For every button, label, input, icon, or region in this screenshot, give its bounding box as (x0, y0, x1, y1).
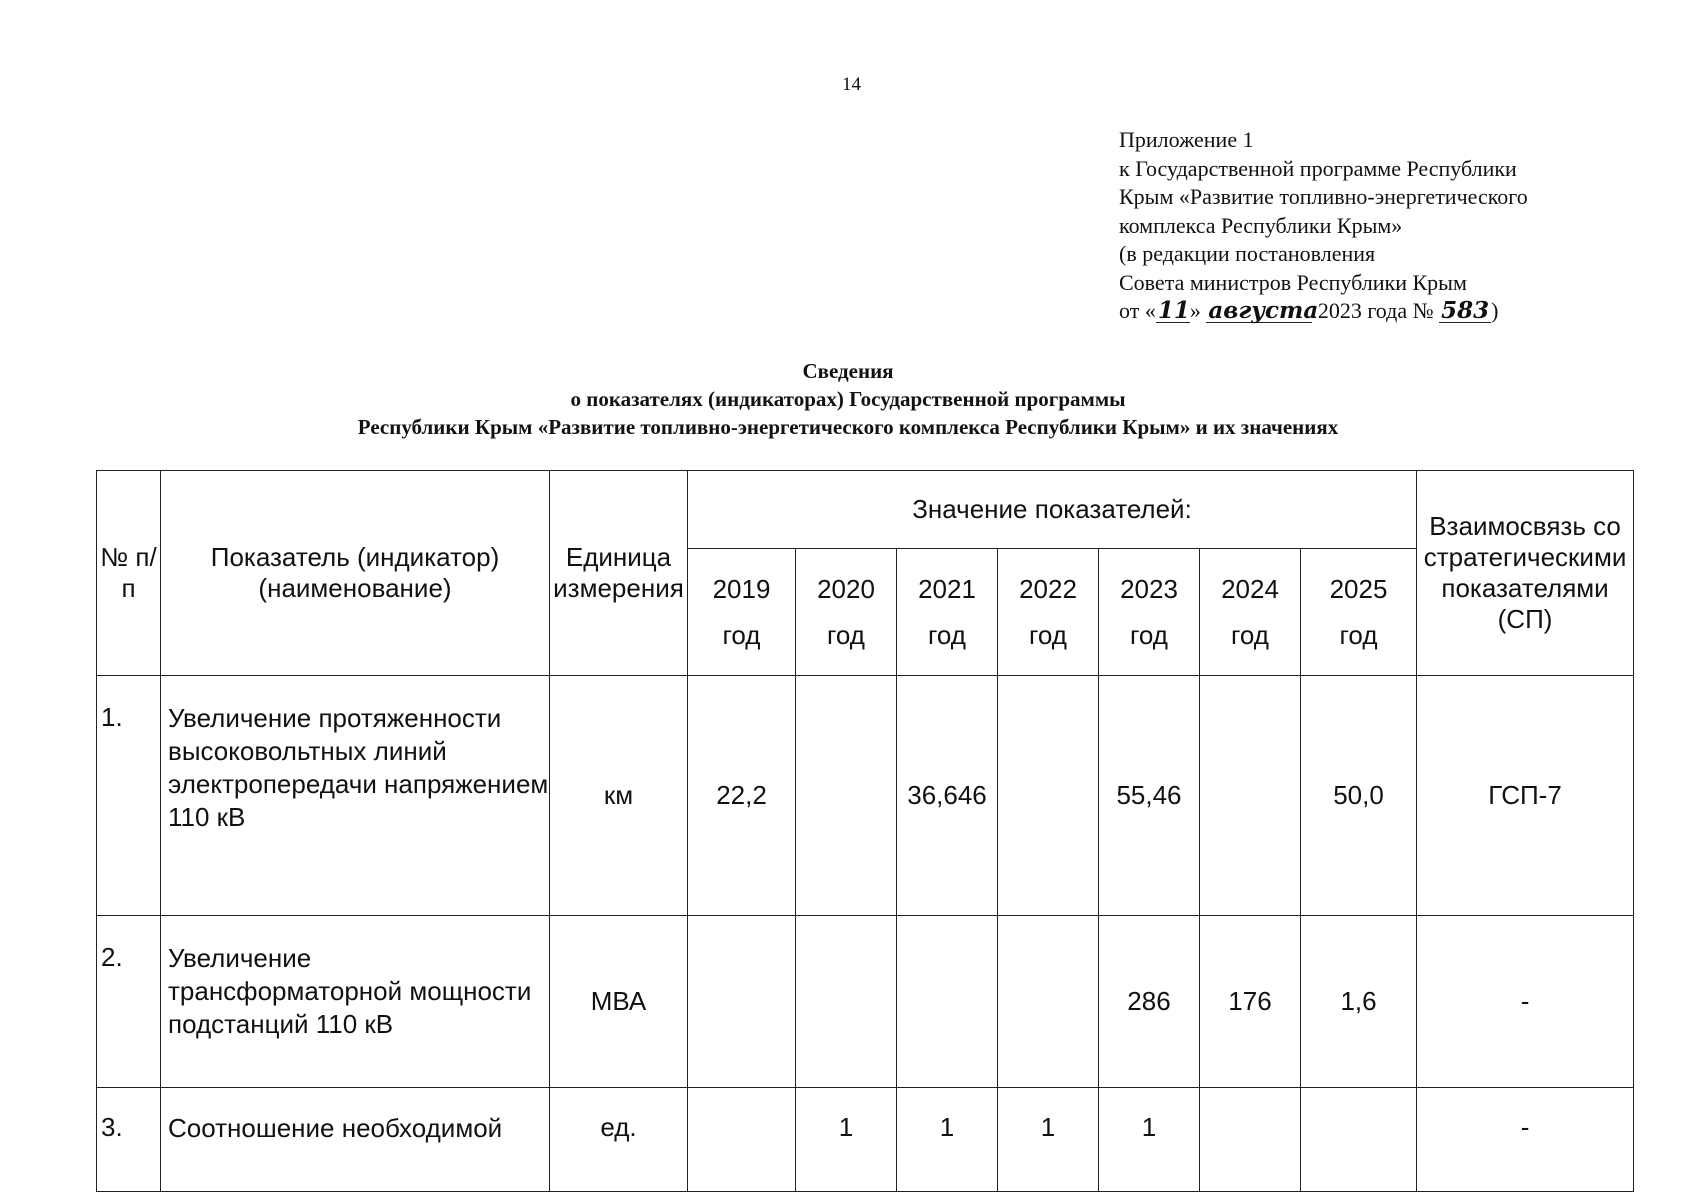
date-prefix: от « (1119, 298, 1156, 323)
value-2022: 1 (998, 1088, 1099, 1192)
handwritten-month: августа (1208, 297, 1319, 324)
header-year-2024: 2024 год (1200, 549, 1301, 676)
value-2021: 1 (897, 1088, 998, 1192)
header-year-2021: 2021 год (897, 549, 998, 676)
value-2025 (1301, 1088, 1417, 1192)
row-strategic-relation: - (1417, 916, 1634, 1088)
document-heading (0, 357, 1696, 441)
row-num: 1. (97, 676, 161, 916)
header-year-2019: 2019 год (688, 549, 796, 676)
value-2025: 1,6 (1301, 916, 1417, 1088)
table-row (97, 916, 1634, 1088)
value-2021: 36,646 (897, 676, 998, 916)
value-2020 (796, 916, 897, 1088)
handwritten-doc-number: 583 (1441, 297, 1490, 324)
header-indicator: Показатель (индикатор) (наименование) (161, 471, 550, 676)
value-2019: 22,2 (688, 676, 796, 916)
row-unit: МВА (550, 916, 688, 1088)
header-unit: Единица измерения (550, 471, 688, 676)
value-2022 (998, 916, 1099, 1088)
row-indicator-name: Соотношение необходимой (161, 1088, 550, 1192)
value-2025: 50,0 (1301, 676, 1417, 916)
header-year-2023: 2023 год (1099, 549, 1200, 676)
appendix-line: Крым «Развитие топливно-энергетического (1119, 184, 1528, 209)
date-year: 2023 года № (1317, 298, 1434, 323)
heading-subtitle-2: Республики Крым «Развитие топливно-энергетического комплекса Республики Крым» и их значениях (357, 415, 1339, 439)
header-year-2022: 2022 год (998, 549, 1099, 676)
appendix-line: к Государственной программе Республики (1119, 155, 1517, 181)
indicators-table (96, 470, 1634, 1192)
value-2022 (998, 676, 1099, 916)
header-year-2020: 2020 год (796, 549, 897, 676)
row-num: 2. (97, 916, 161, 1088)
value-2023: 286 (1099, 916, 1200, 1088)
row-strategic-relation: ГСП-7 (1417, 676, 1634, 916)
value-2019 (688, 916, 796, 1088)
value-2024 (1200, 676, 1301, 916)
value-2023: 55,46 (1099, 676, 1200, 916)
header-year-2025: 2025 год (1301, 549, 1417, 676)
table-row (97, 1088, 1634, 1192)
heading-title: Сведения (802, 359, 894, 383)
table-header-row (97, 471, 1634, 549)
row-indicator-name: Увеличение трансформаторной мощности подстанций 110 кВ (161, 916, 550, 1088)
row-strategic-relation: - (1417, 1088, 1634, 1192)
row-unit: км (550, 676, 688, 916)
handwritten-day: 11 (1157, 297, 1190, 324)
page-number: 14 (842, 74, 861, 95)
appendix-line: Приложение 1 (1119, 127, 1254, 152)
row-num: 3. (97, 1088, 161, 1192)
appendix-line: (в редакции постановления (1119, 241, 1376, 266)
value-2024 (1200, 1088, 1301, 1192)
value-2019 (688, 1088, 796, 1192)
value-2024: 176 (1200, 916, 1301, 1088)
row-indicator-name: Увеличение протяженности высоковольтных линий электропередачи напряжением 110 кВ (161, 676, 550, 916)
appendix-block (1119, 126, 1528, 326)
value-2021 (897, 916, 998, 1088)
header-num: № п/п (97, 471, 161, 676)
appendix-line: комплекса Республики Крым» (1119, 212, 1403, 238)
appendix-line: Совета министров Республики Крым (1119, 269, 1467, 295)
value-2020: 1 (796, 1088, 897, 1192)
table-row (97, 676, 1634, 916)
header-relation: Взаимосвязь со стратегическими показателями (СП) (1417, 471, 1634, 676)
header-values-group: Значение показателей: (688, 471, 1417, 549)
row-unit: ед. (550, 1088, 688, 1192)
appendix-date-line (1119, 297, 1528, 326)
value-2023: 1 (1099, 1088, 1200, 1192)
date-suffix: ) (1491, 298, 1499, 323)
value-2020 (796, 676, 897, 916)
date-mid: » (1189, 298, 1201, 323)
heading-subtitle: о показателях (индикаторах) Государственной программы (570, 387, 1126, 411)
